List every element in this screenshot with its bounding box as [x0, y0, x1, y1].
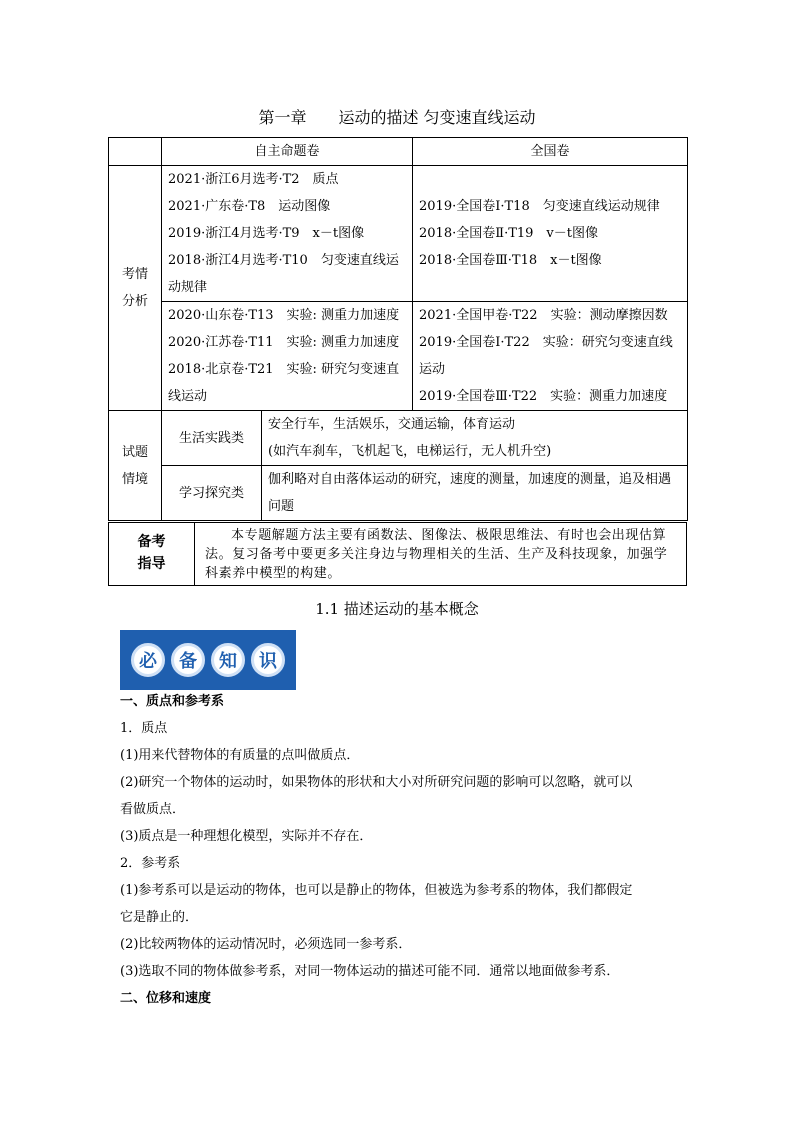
list-item: 2018·浙江4月选考·T10 匀变速直线运动规律 [168, 253, 399, 295]
heading-1: 一、质点和参考系 [120, 694, 225, 709]
paragraph: (2)比较两物体的运动情况时，必须选同一参考系． [120, 937, 412, 952]
paragraph: (2)研究一个物体的运动时，如果物体的形状和大小对所研究问题的影响可以忽略，就可以 [120, 775, 633, 790]
self-group-1 [162, 166, 413, 302]
paragraph: (1)用来代替物体的有质量的点叫做质点． [120, 748, 360, 763]
list-item: 2019·全国卷Ⅰ·T18 匀变速直线运动规律 [419, 199, 660, 214]
list-item: 2019·全国卷Ⅰ·T22 实验：研究匀变速直线运动 [419, 335, 673, 377]
analysis-label-line: 分析 [121, 294, 148, 309]
paragraph: (3)质点是一种理想化模型，实际并不存在． [120, 829, 373, 844]
paragraph: 1．质点 [120, 721, 168, 736]
paragraph: (3)选取不同的物体做参考系，对同一物体运动的描述可能不同．通常以地面做参考系． [120, 964, 620, 979]
badge-char: 识 [251, 643, 285, 677]
paragraph: 2．参考系 [120, 856, 181, 871]
national-group-2 [413, 302, 688, 411]
paragraph: 看做质点． [120, 802, 186, 817]
list-item: 2019·全国卷Ⅲ·T22 实验：测重力加速度 [419, 389, 668, 404]
list-item: 2021·浙江6月选考·T2 质点 [168, 172, 339, 187]
scenario-label-line: 情境 [121, 471, 148, 487]
study-explore-text [262, 466, 688, 521]
list-item: 安全行车，生活娱乐，交通运输，体育运动 [268, 417, 516, 432]
heading-2: 二、位移和速度 [120, 991, 212, 1006]
study-explore-label: 学习探究类 [162, 466, 262, 521]
list-item: 2018·全国卷Ⅱ·T19 v－t图像 [419, 226, 598, 241]
paragraph: 它是静止的． [120, 910, 199, 925]
guide-label-line: 备考 [137, 534, 166, 550]
header-self-proposition: 自主命题卷 [162, 138, 413, 166]
list-item: 2018·北京卷·T21 实验: 研究匀变速直线运动 [168, 362, 400, 404]
scenario-label-line: 试题 [121, 444, 148, 460]
list-item: 2019·浙江4月选考·T9 x－t图像 [168, 226, 365, 241]
exam-analysis-table [108, 137, 688, 521]
body-content [120, 688, 680, 1012]
list-item: 伽利略对自由落体运动的研究，速度的测量，加速度的测量，追及相遇问题 [268, 472, 672, 514]
essential-knowledge-badge [120, 630, 296, 690]
badge-char: 知 [211, 643, 245, 677]
life-practice-text [262, 411, 688, 466]
national-group-1 [413, 166, 688, 302]
life-practice-label: 生活实践类 [162, 411, 262, 466]
list-item: 2020·江苏卷·T11 实验: 测重力加速度 [168, 335, 400, 350]
list-item: 2018·全国卷Ⅲ·T18 x－t图像 [419, 253, 602, 268]
exam-guide-box [108, 522, 687, 586]
table-corner-cell [109, 138, 162, 166]
list-item: 2021·广东卷·T8 运动图像 [168, 199, 331, 214]
scenario-label [109, 411, 162, 521]
guide-label-line: 指导 [137, 556, 166, 572]
section-title: 1.1 描述运动的基本概念 [315, 600, 479, 618]
list-item: (如汽车刹车，飞机起飞，电梯运行，无人机升空) [268, 444, 552, 459]
badge-char: 必 [131, 643, 165, 677]
list-item: 2020·山东卷·T13 实验: 测重力加速度 [168, 308, 400, 323]
guide-text: 本专题解题方法主要有函数法、图像法、极限思维法、有时也会出现估算法。复习备考中要更多关注身边与物理相关的生活、生产及科技现象，加强学科素养中模型的构建。 [205, 528, 668, 581]
list-item: 2021·全国甲卷·T22 实验：测动摩擦因数 [419, 308, 668, 323]
badge-char: 备 [171, 643, 205, 677]
header-national: 全国卷 [413, 138, 688, 166]
guide-label [109, 523, 195, 585]
analysis-label-line: 考情 [121, 267, 148, 282]
page-title: 第一章 运动的描述 匀变速直线运动 [258, 108, 536, 127]
paragraph: (1)参考系可以是运动的物体，也可以是静止的物体，但被选为参考系的物体，我们都假定 [120, 883, 633, 898]
analysis-label [109, 166, 162, 411]
self-group-2 [162, 302, 413, 411]
